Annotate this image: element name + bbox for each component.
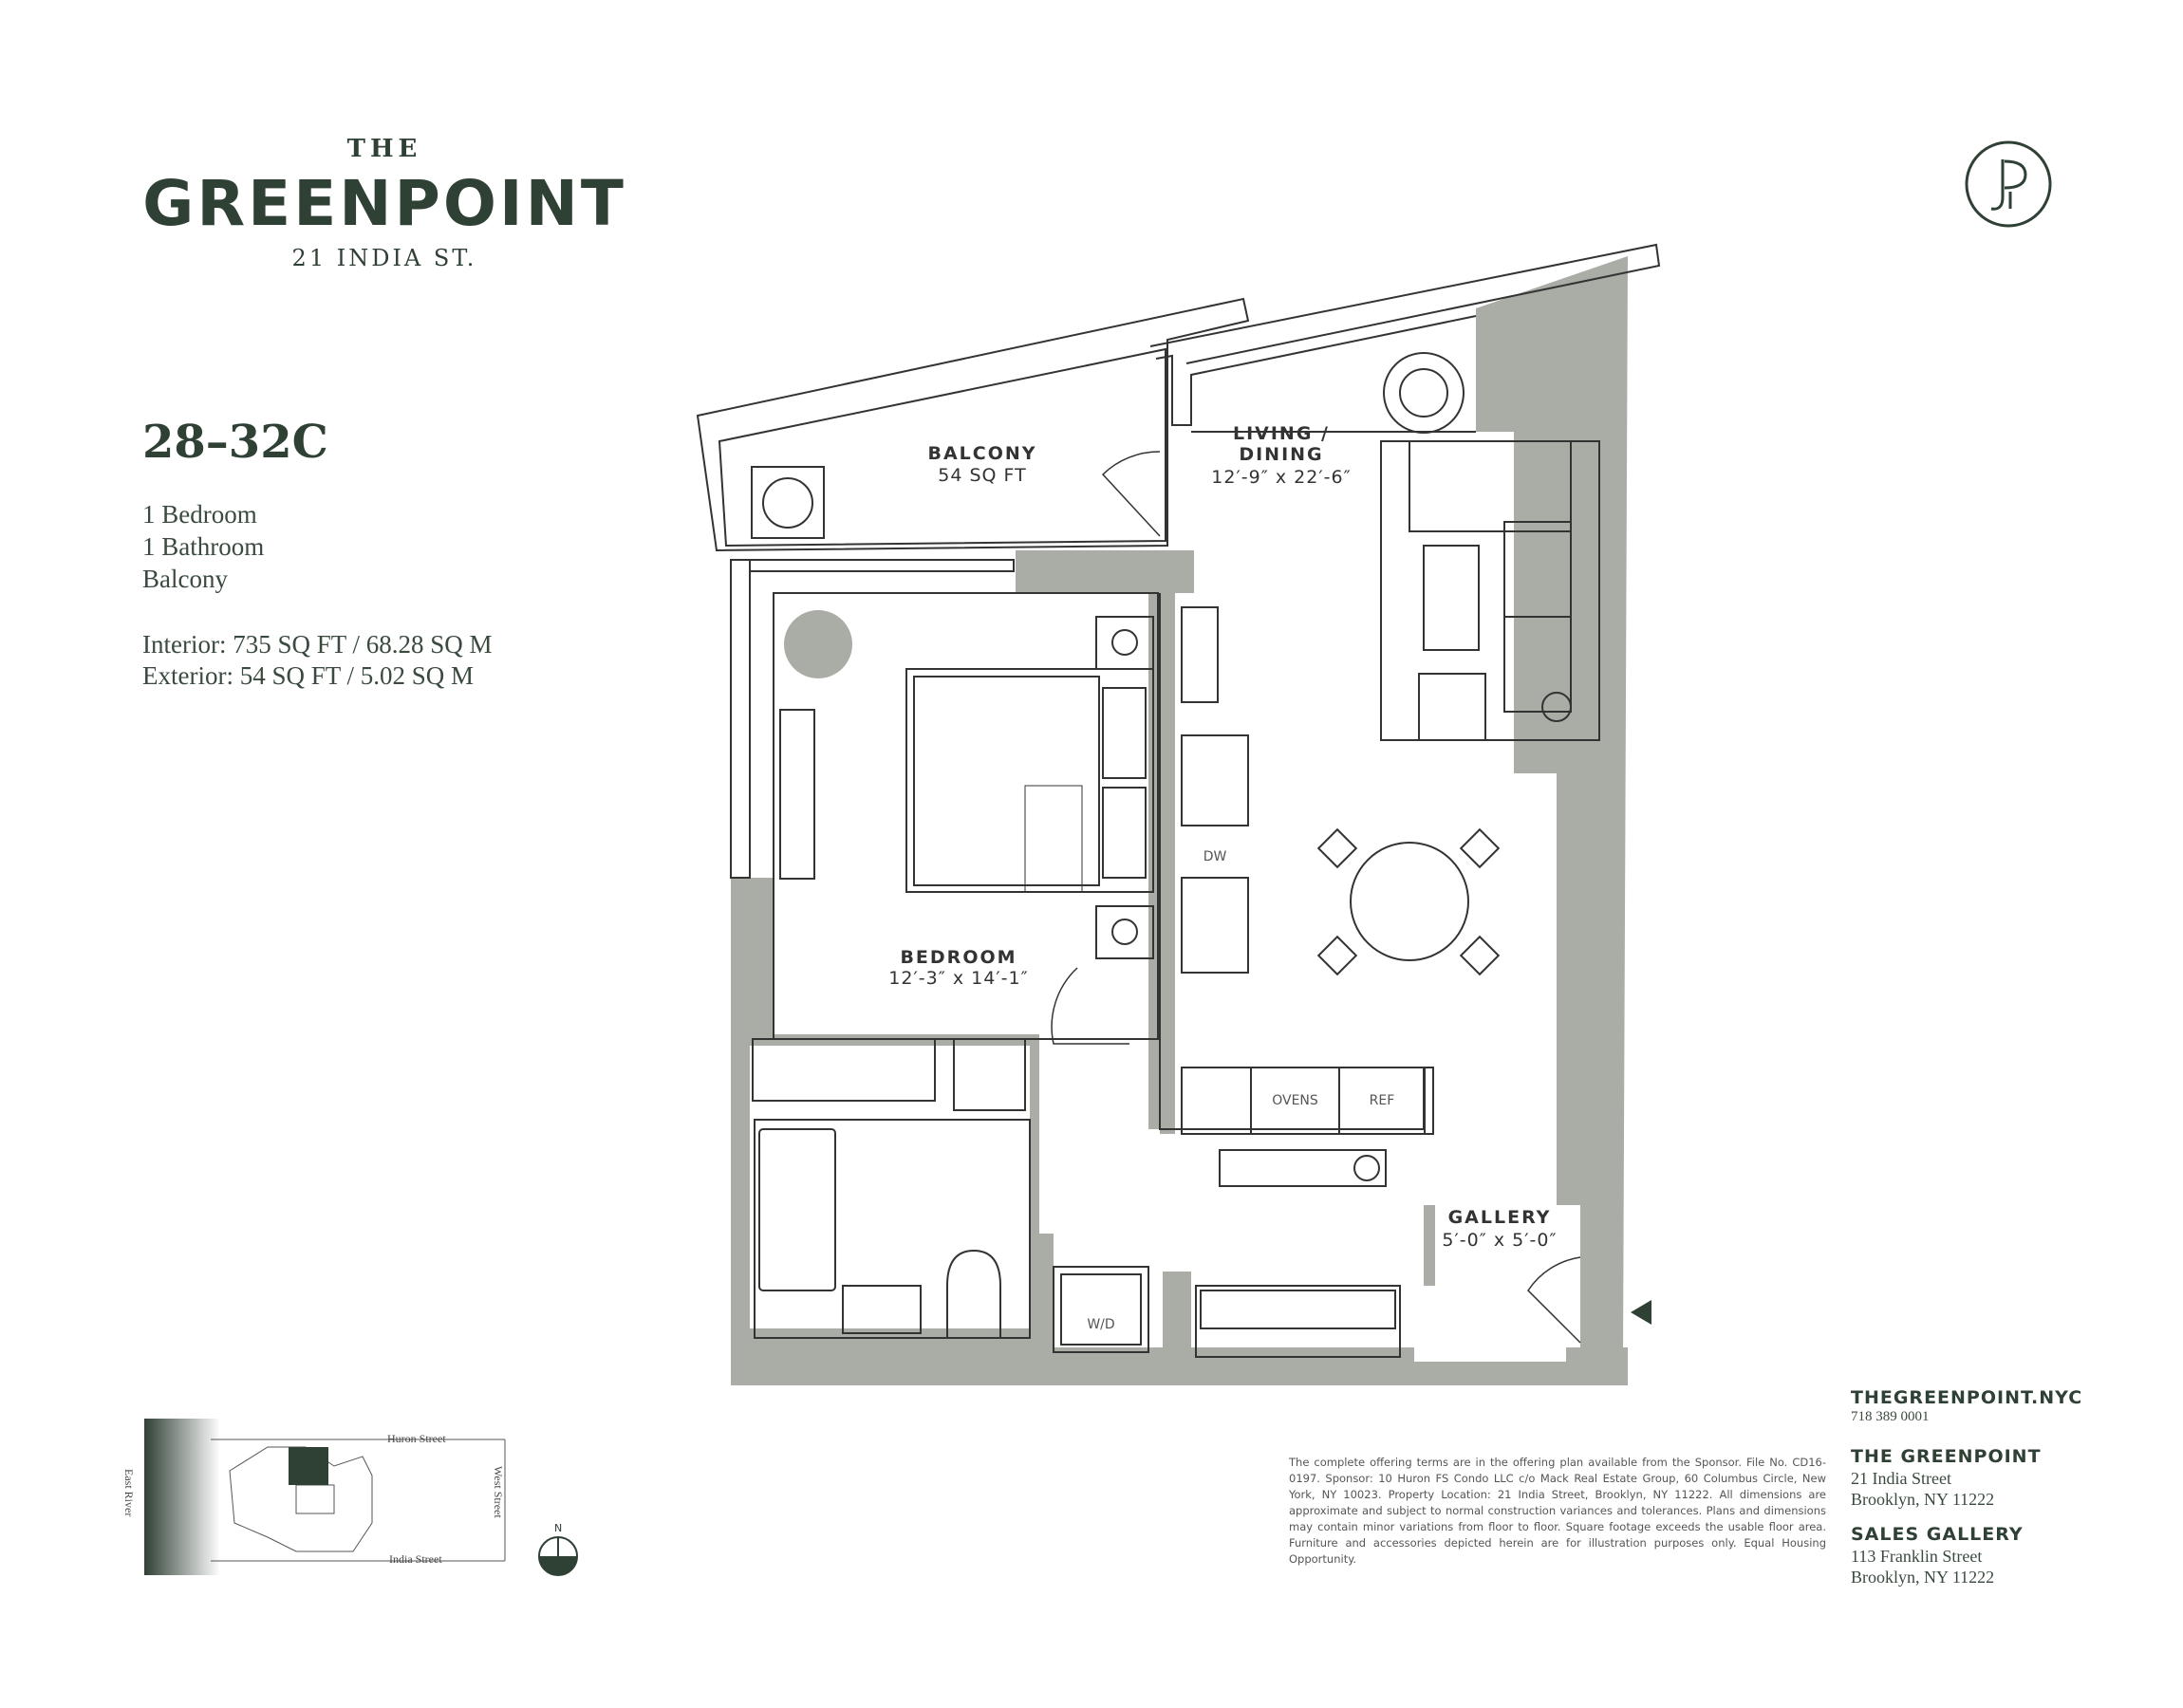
building-heading: THE GREENPOINT (1851, 1446, 2042, 1467)
building-address-2: Brooklyn, NY 11222 (1851, 1490, 1995, 1509)
dishwasher-label: DW (1203, 849, 1227, 864)
street-west: West Street (492, 1466, 505, 1518)
sales-address-2: Brooklyn, NY 11222 (1851, 1568, 1995, 1587)
living-dims: 12′-9″ x 22′-6″ (1211, 467, 1352, 488)
balcony-label: BALCONY (927, 443, 1037, 464)
sales-heading: SALES GALLERY (1851, 1524, 2024, 1545)
ref-label: REF (1369, 1093, 1395, 1108)
street-huron: Huron Street (387, 1432, 446, 1445)
river-label: East River (122, 1469, 136, 1517)
unit-outdoor: Balcony (142, 565, 228, 593)
unit-title: 28–32C (142, 416, 328, 469)
north-label: N (554, 1522, 563, 1534)
entry-arrow-icon (1631, 1300, 1651, 1325)
washer-dryer-label: W/D (1087, 1317, 1115, 1332)
unit-bedrooms: 1 Bedroom (142, 500, 257, 529)
living-label-1: LIVING / (1232, 423, 1330, 444)
gallery-label: GALLERY (1447, 1207, 1552, 1228)
gallery-dims: 5′-0″ x 5′-0″ (1442, 1230, 1558, 1251)
key-plan-map (144, 1419, 581, 1594)
brand-the: THE (346, 135, 422, 163)
north-arrow-icon (537, 1535, 579, 1577)
brand-name: GREENPOINT (142, 167, 626, 240)
unit-exterior: Exterior: 54 SQ FT / 5.02 SQ M (142, 661, 475, 690)
building-address-1: 21 India Street (1851, 1469, 1951, 1488)
ovens-label: OVENS (1272, 1093, 1318, 1108)
unit-interior: Interior: 735 SQ FT / 68.28 SQ M (142, 630, 493, 659)
website-link[interactable]: THEGREENPOINT.NYC (1851, 1387, 2083, 1408)
unit-bathrooms: 1 Bathroom (142, 532, 265, 561)
street-india: India Street (389, 1552, 442, 1566)
bedroom-label: BEDROOM (900, 947, 1017, 968)
bedroom-dims: 12′-3″ x 14′-1″ (888, 968, 1029, 989)
brand-address: 21 INDIA ST. (291, 245, 477, 271)
legal-disclaimer: The complete offering terms are in the offering plan available from the Sponsor. File No. CD16-0197. Sponsor: 10 Huron FS Condo LLC c/o Mack Real Estate Group, 60 Columbus Circle, New York, NY 10023. Property Location: 21 India Street, Brooklyn, NY 11222. All dimensions are approximate and subject to normal construction variances and tolerances. Plans and dimensions may contain minor variations from floor to floor. Square footage exceeds the usable floor area. Furniture and accessories depicted herein are for illustration purposes only. Equal Housing Opportunity. (1289, 1456, 1826, 1566)
phone-number: 718 389 0001 (1851, 1409, 1930, 1424)
balcony-dims: 54 SQ FT (938, 465, 1027, 486)
living-label-2: DINING (1239, 444, 1324, 465)
sales-address-1: 113 Franklin Street (1851, 1547, 1983, 1566)
furniture (752, 353, 1599, 1343)
